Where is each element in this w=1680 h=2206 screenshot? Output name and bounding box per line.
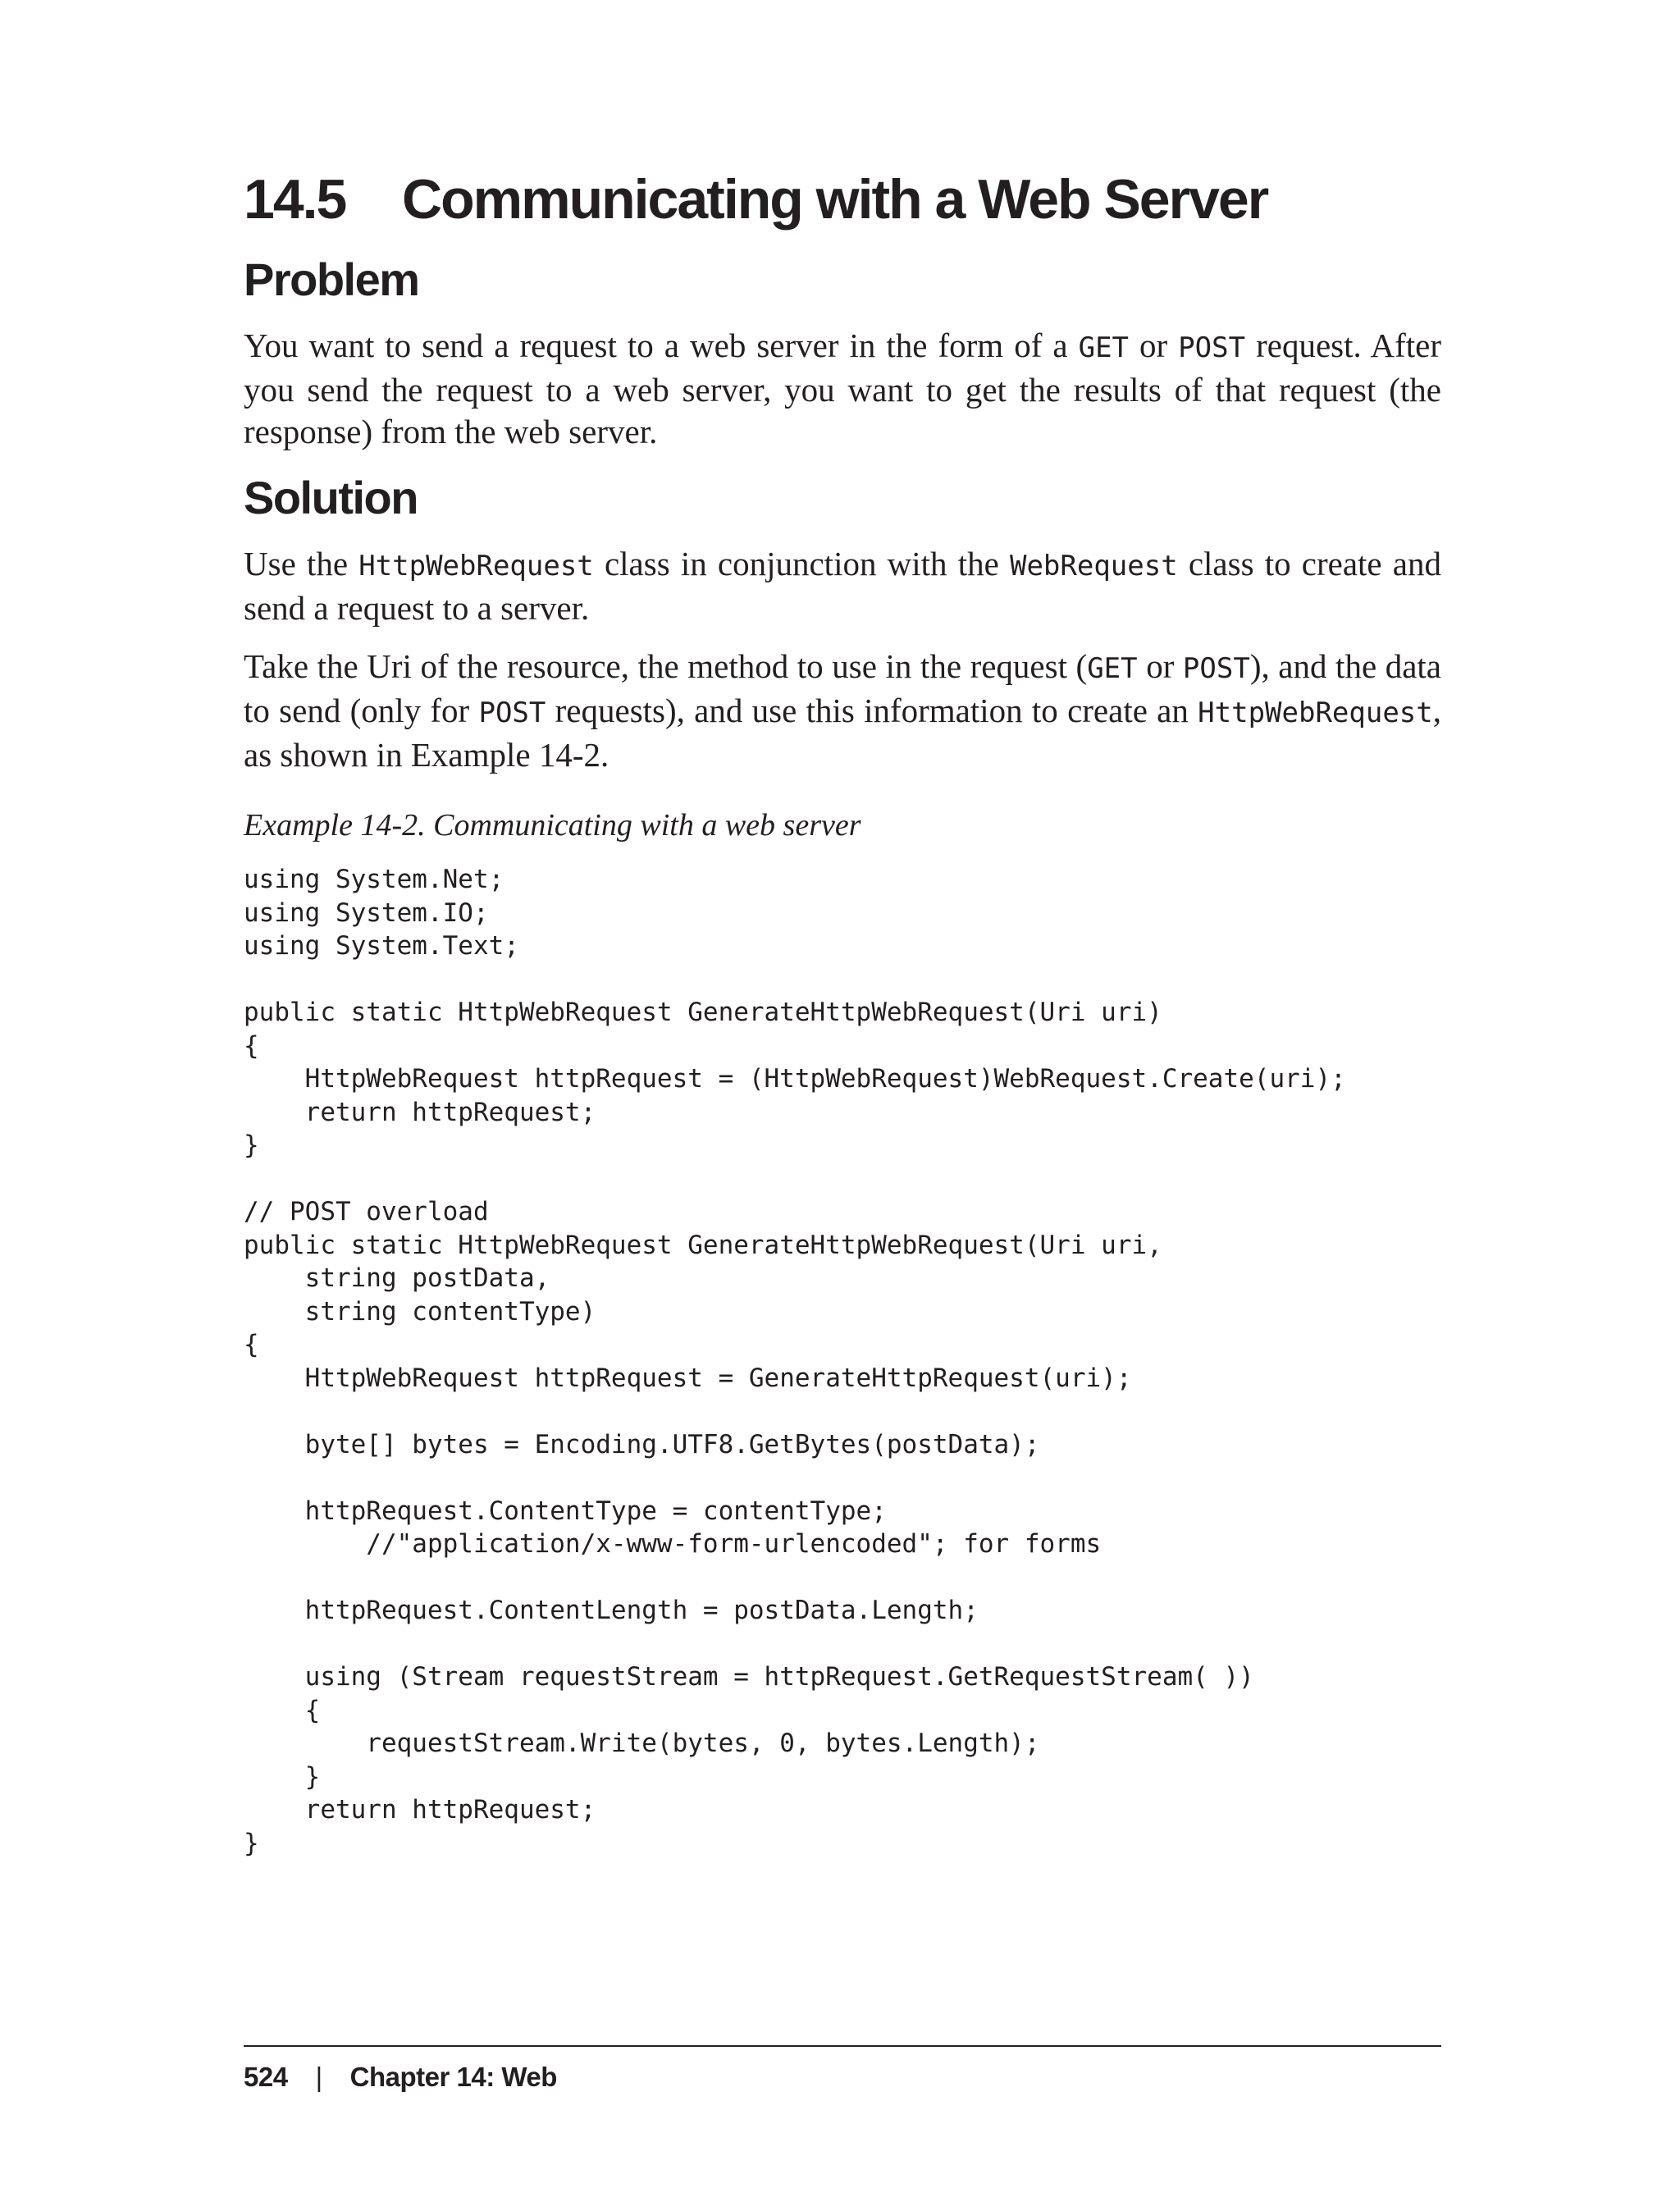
inline-code: WebRequest (1009, 550, 1178, 582)
section-title (244, 164, 1441, 235)
page-number: 524 (244, 2062, 288, 2092)
text-run: Take the Uri of the resource, the method to use in the request ( (244, 647, 1088, 685)
text-run: requests), and use this information to create an (546, 692, 1198, 729)
inline-code: GET (1078, 331, 1130, 364)
problem-heading: Problem (244, 253, 419, 305)
text-run: , as shown in Example 14-2. (244, 692, 1441, 774)
text-run: or (1137, 647, 1183, 685)
code-listing: using System.Net; using System.IO; using System.Text; public static HttpWebRequest GenerateHttpWebRequest(Uri uri) { HttpWebRequest httpRequest = (HttpWebRequest)WebRequest.Create(uri); return httpRequest; } // POST overload public static HttpWebRequest GenerateHttpWebRequest(Uri uri, string postData, string contentType) { HttpWebRequest httpRequest = GenerateHttpRequest(uri); byte[] bytes = Encoding.UTF8.GetBytes(postData); httpRequest.ContentType = contentType; //"application/x-www-form-urlencoded"; for forms httpRequest.ContentLength = postData.Length; using (Stream requestStream = httpRequest.GetRequestStream( )) { requestStream.Write(bytes, 0, bytes.Length); } return httpRequest; } (244, 865, 1346, 1858)
solution-paragraph-1 (244, 543, 1441, 629)
section-title-text: Communicating with a Web Server (402, 168, 1268, 231)
solution-paragraph-2 (244, 646, 1441, 776)
page-content (244, 164, 1441, 1860)
inline-code: HttpWebRequest (358, 550, 594, 582)
page-footer (244, 2045, 1441, 2093)
chapter-label: Chapter 14: Web (349, 2062, 557, 2092)
text-run: You want to send a request to a web server in the form of a (244, 327, 1079, 364)
inline-code: HttpWebRequest (1198, 697, 1433, 729)
inline-code: POST (478, 697, 546, 729)
example-caption: Example 14-2. Communicating with a web server (244, 808, 861, 843)
problem-paragraph (244, 325, 1441, 453)
footer-separator: | (315, 2062, 322, 2092)
section-number: 14.5 (244, 168, 346, 231)
text-run: ), and the data to send (only for (244, 647, 1441, 729)
inline-code: GET (1087, 652, 1138, 685)
text-run: class in conjunction with the (593, 545, 1010, 582)
text-run: class to create and send a request to a server. (244, 545, 1441, 627)
inline-code: POST (1178, 331, 1246, 364)
text-run: Use the (244, 545, 359, 582)
solution-heading: Solution (244, 472, 418, 523)
text-run: request. After you send the request to a web server, you want to get the results of that request (the response) from the web server. (244, 327, 1442, 450)
inline-code: POST (1182, 652, 1250, 685)
text-run: or (1129, 327, 1179, 364)
